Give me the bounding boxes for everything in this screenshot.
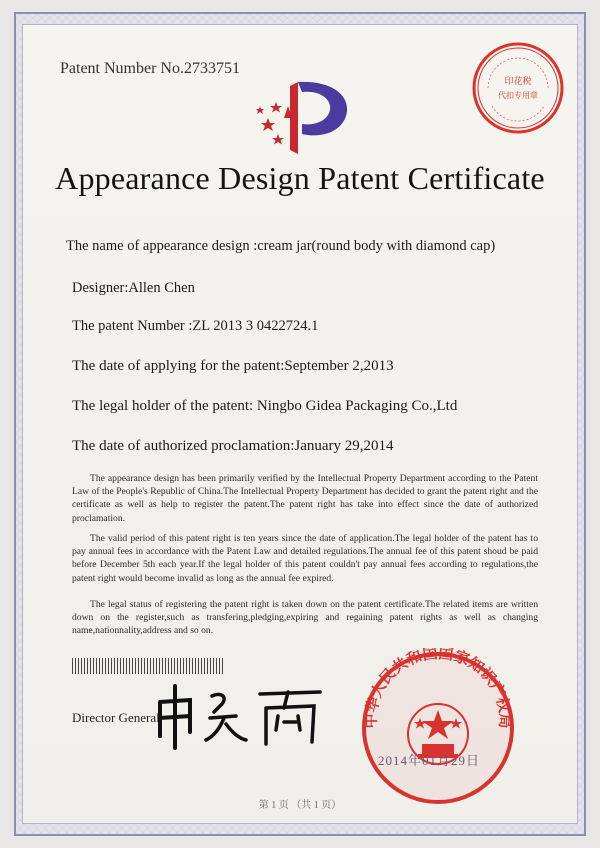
national-emblem-seal-icon (358, 648, 518, 813)
svg-text:中华人民共和国国家知识产权局: 中华人民共和国国家知识产权局 (361, 648, 515, 729)
paragraph-validity: The valid period of this patent right is ten years since the date of application.The legal holder of the patent has to pay annual fees in accordance with the Patent Law and detailed regulations.The annual fee of this patent shoud be paid before December 5th each year.If the legal holder of this patent couldn't pay annual fees according to regulations,the patent right would become invalid as long as the annual fee expired. (72, 533, 538, 584)
patent-no: The patent Number :ZL 2013 3 0422724.1 (72, 318, 319, 334)
paragraph-verification: The appearance design has been primarily verified by the Intellectual Property Department according to the Patent Law of the People's Republic of China.The Intellectual Property Department has decided to grant the patent right and the certificate as well as help to register the patent.The patent right has take into effect since the date of authorized proclamation. (72, 473, 538, 524)
svg-text:印花税: 印花税 (504, 77, 532, 87)
svg-text:代扣专用章: 代扣专用章 (498, 91, 538, 100)
design-name: The name of appearance design :cream jar(round body with diamond cap) (66, 238, 496, 254)
director-signature (150, 672, 330, 757)
authorization-date: The date of authorized proclamation:January 29,2014 (72, 438, 394, 454)
director-label: Director General (72, 710, 160, 725)
legal-holder: The legal holder of the patent: Ningbo Gidea Packaging Co.,Ltd (72, 398, 458, 414)
cnipa-logo-icon (254, 78, 354, 163)
certificate-title: Appearance Design Patent Certificate (55, 160, 545, 196)
designer: Designer:Allen Chen (72, 280, 195, 296)
issue-date: 2014年01月29日 (378, 753, 481, 768)
tax-stamp-seal-icon (470, 40, 566, 141)
page-label: 第 1 页 （共 1 页） (258, 800, 342, 811)
application-date: The date of applying for the patent:September 2,2013 (72, 358, 394, 374)
paragraph-legal-status: The legal status of registering the patent right is taken down on the patent certificate.The related items are written down on the register,such as transfering,pledging,expiring and regaining patent rights as well as changing name,nationnality,address and so on. (72, 599, 538, 637)
patent-number: Patent Number No.2733751 (60, 60, 240, 77)
